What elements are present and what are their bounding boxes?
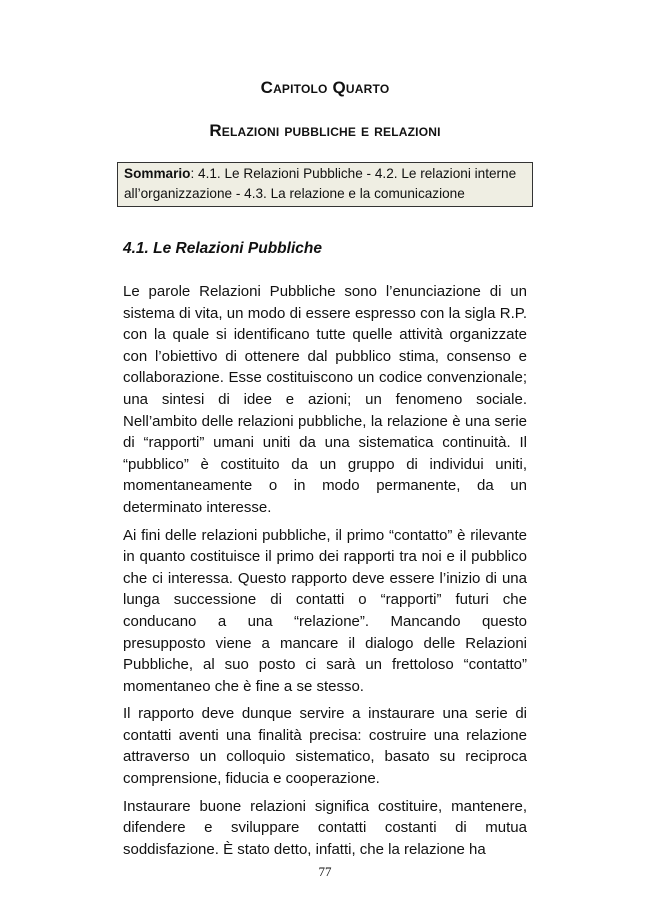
section-heading: 4.1. Le Relazioni Pubbliche [123, 240, 322, 257]
paragraph: Le parole Relazioni Pubbliche sono l’enunciazione di un sistema di vita, un modo di essere espresso con la sigla R.P. con la quale si identificano tutte quelle attività organizzate con l’obiettivo di ottenere dal pubblico stima, consenso e collaborazione. Esse costituiscono un codice convenzionale; una sintesi di idee e azioni; un fenomeno sociale. Nell’ambito delle relazioni pubbliche, la relazione è una serie di “rapporti” umani uniti da una sistematica continuità. Il “pubblico” è costituito da un gruppo di individui uniti, momentaneamente o in modo permanente, da un determinato interesse. [123, 283, 527, 516]
paragraph: Il rapporto deve dunque servire a instaurare una serie di contatti aventi una finalità precisa: costruire una relazione attraverso un colloquio sistematico, basato su reciproca comprensione, fiducia e cooperazione. [123, 705, 527, 788]
summary-box [117, 162, 533, 207]
body-text [123, 281, 527, 866]
paragraph: Instaurare buone relazioni significa costituire, mantenere, difendere e sviluppare contatti costanti di mutua soddisfazione. È stato detto, infatti, che la relazione ha [123, 797, 527, 858]
summary-text: : 4.1. Le Relazioni Pubbliche - 4.2. Le relazioni interne all’organizzazione - 4.3. La relazione e la comunicazione [124, 166, 517, 201]
chapter-title: Capitolo Quarto [260, 78, 390, 97]
paragraph: Ai fini delle relazioni pubbliche, il primo “contatto” è rilevante in quanto costituisce il primo dei rapporti tra noi e il pubblico che ci interessa. Questo rapporto deve essere l’inizio di una lunga successione di contatti o “rapporti” futuri che conducano a una “relazione”. Mancando questo presupposto viene a mancare il dialogo delle Relazioni Pubbliche, al suo posto ci sarà un frettoloso “contatto” momentaneo che è fine a se stesso. [123, 526, 527, 695]
page-number: 77 [318, 864, 332, 879]
summary-label: Sommario [124, 166, 191, 181]
chapter-subtitle: Relazioni pubbliche e relazioni [209, 121, 441, 140]
